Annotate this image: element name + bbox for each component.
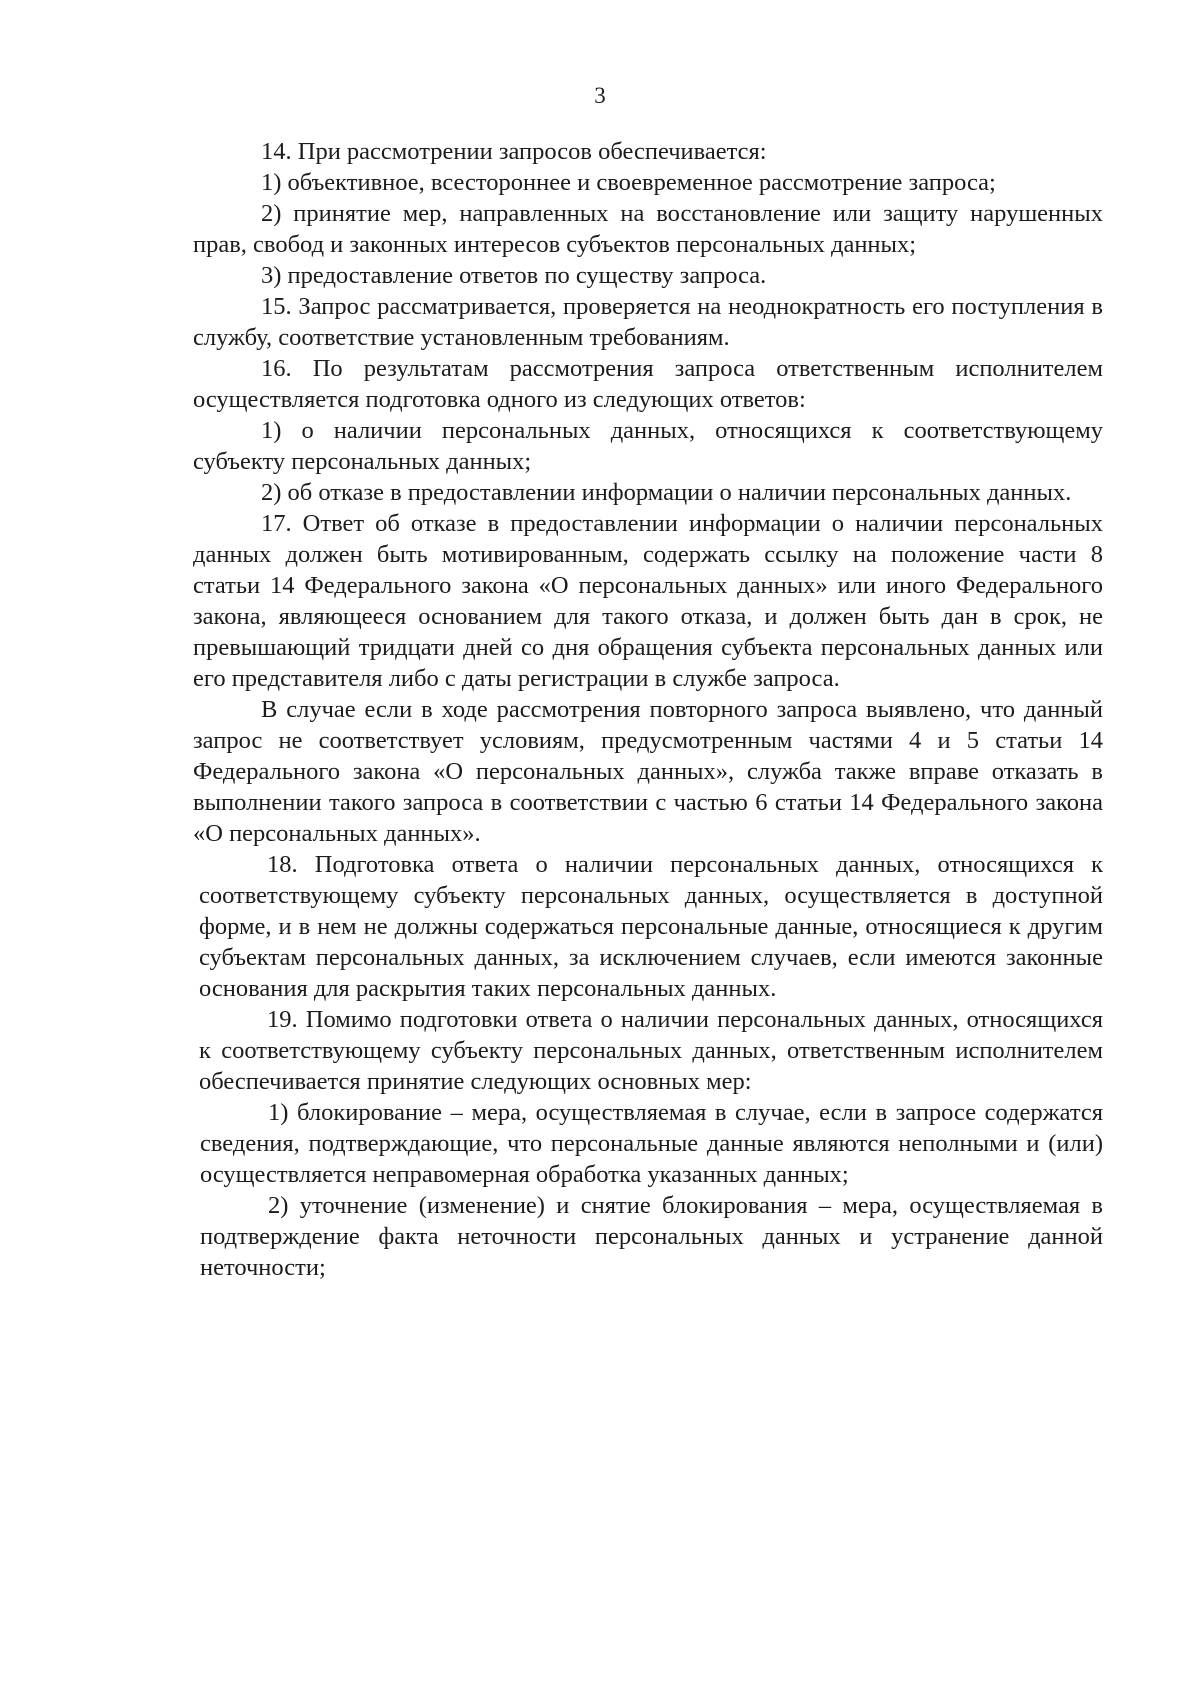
paragraph-17-continuation: В случае если в ходе рассмотрения повторного запроса выявлено, что данный запрос не соответствует условиям, предусмотренным частями 4 и 5 статьи 14 Федерального закона «О персональных данных», служба также вправе отказать в выполнении такого запроса в соответствии с частью 6 статьи 14 Федерального закона «О персональных данных». (193, 696, 1103, 847)
page-number: 3 (594, 83, 606, 108)
paragraph-14-item-1: 1) объективное, всестороннее и своевременное рассмотрение запроса; (261, 169, 996, 196)
paragraph-16-item-1: 1) о наличии персональных данных, относящихся к соответствующему субъекту персональных данных; (193, 417, 1103, 475)
document-body (193, 136, 1103, 1283)
paragraph-19-item-2: 2) уточнение (изменение) и снятие блокирования – мера, осуществляемая в подтверждение факта неточности персональных данных и устранение данной неточности; (200, 1192, 1103, 1281)
paragraph-15: 15. Запрос рассматривается, проверяется на неоднократность его поступления в службу, соответствие установленным требованиям. (193, 293, 1103, 351)
paragraph-16-heading: 16. По результатам рассмотрения запроса ответственным исполнителем осуществляется подготовка одного из следующих ответов: (193, 355, 1103, 413)
paragraph-14-item-3: 3) предоставление ответов по существу запроса. (261, 262, 767, 289)
paragraph-19-item-1: 1) блокирование – мера, осуществляемая в случае, если в запросе содержатся сведения, подтверждающие, что персональные данные являются неполными и (или) осуществляется неправомерная обработка указанных данных; (200, 1099, 1103, 1188)
paragraph-18: 18. Подготовка ответа о наличии персональных данных, относящихся к соответствующему субъекту персональных данных, осуществляется в доступной форме, и в нем не должны содержаться персональные данные, относящиеся к другим субъектам персональных данных, за исключением случаев, если имеются законные основания для раскрытия таких персональных данных. (199, 851, 1103, 1002)
paragraph-14-item-2: 2) принятие мер, направленных на восстановление или защиту нарушенных прав, свобод и законных интересов субъектов персональных данных; (193, 200, 1103, 258)
paragraph-19-heading: 19. Помимо подготовки ответа о наличии персональных данных, относящихся к соответствующему субъекту персональных данных, ответственным исполнителем обеспечивается принятие следующих основных мер: (199, 1006, 1103, 1095)
paragraph-17: 17. Ответ об отказе в предоставлении информации о наличии персональных данных должен быть мотивированным, содержать ссылку на положение части 8 статьи 14 Федерального закона «О персональных данных» или иного Федерального закона, являющееся основанием для такого отказа, и должен быть дан в срок, не превышающий тридцати дней со дня обращения субъекта персональных данных или его представителя либо с даты регистрации в службе запроса. (193, 510, 1103, 692)
paragraph-16-item-2: 2) об отказе в предоставлении информации о наличии персональных данных. (261, 479, 1072, 506)
paragraph-14-heading: 14. При рассмотрении запросов обеспечивается: (261, 138, 767, 165)
